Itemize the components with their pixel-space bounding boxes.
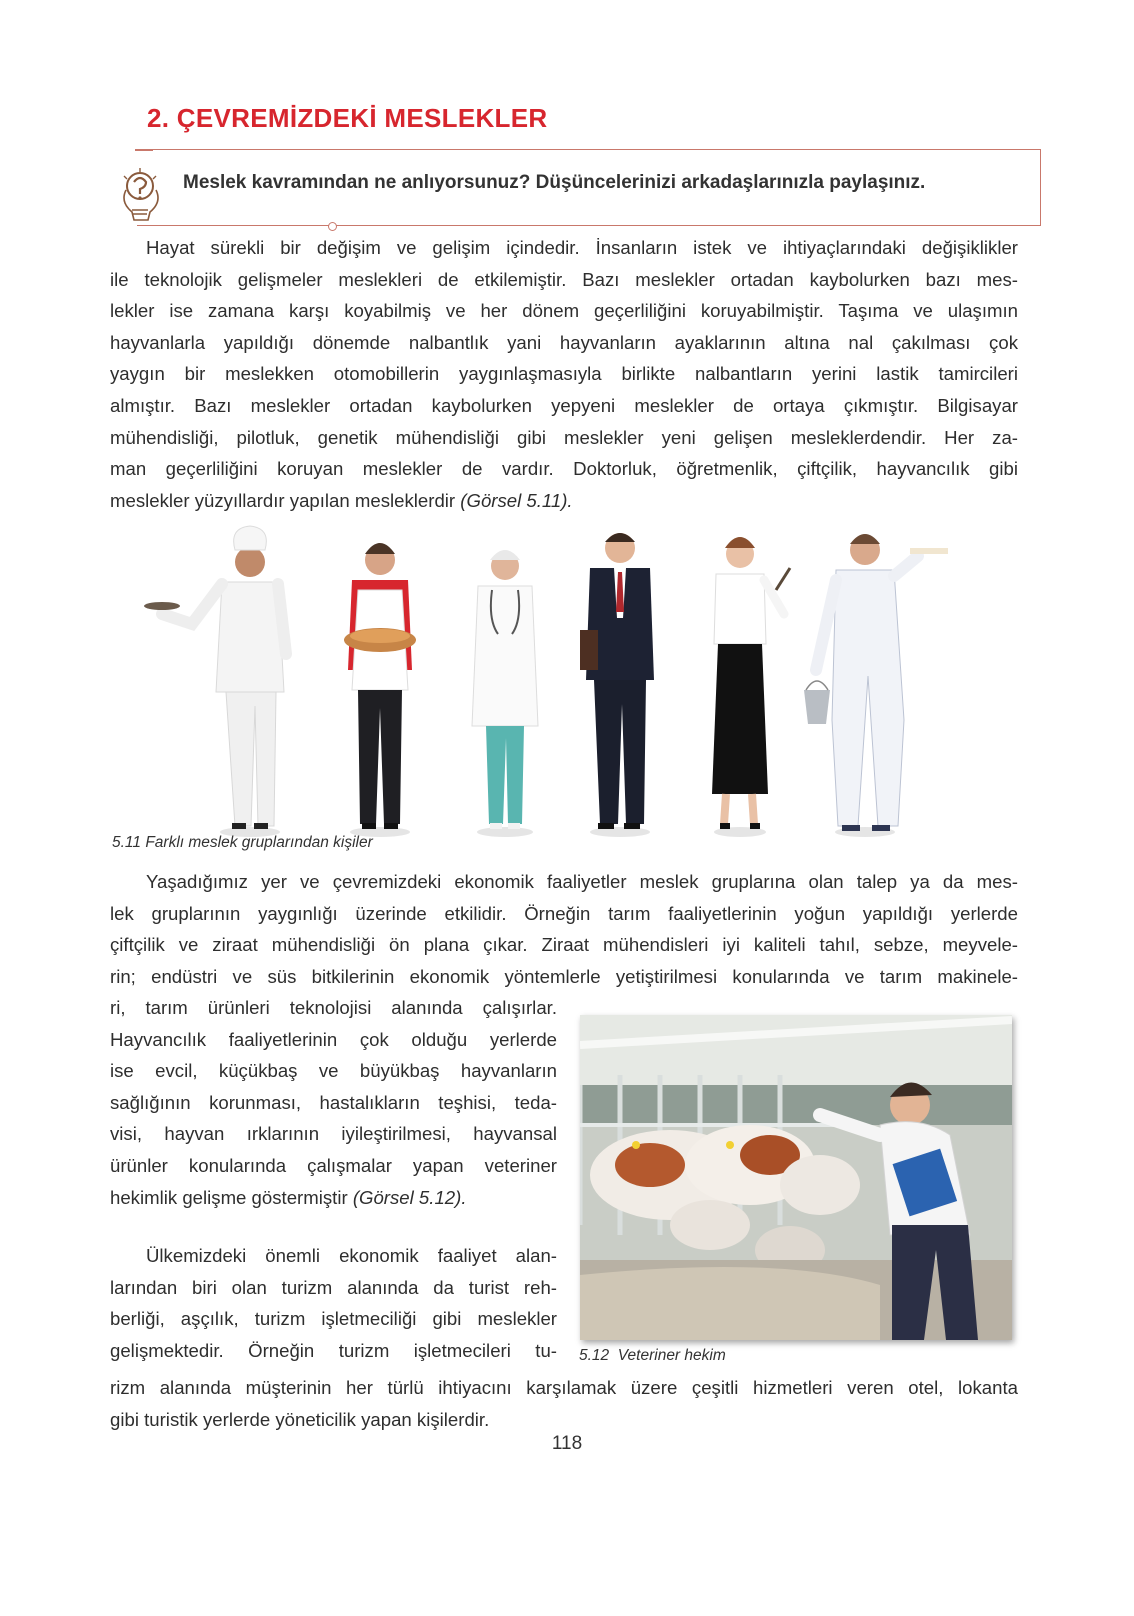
figure-2-caption: 5.12 Veteriner hekim [579, 1347, 726, 1364]
page-number: 118 [551, 1433, 583, 1454]
paragraph-2 [110, 866, 1018, 992]
teacher-figure [712, 537, 790, 837]
box-ornament-dot [328, 222, 337, 231]
text-fragment: meslekler yüzyıllardır yapılan mesleklerdir [110, 489, 461, 511]
text-line: lek gruplarının yaygınlığı üzerinde etkilidir. Örneğin tarım faaliyetlerinin yoğun yapıldığı yerlerde [110, 902, 1018, 924]
text-line [110, 485, 1018, 517]
question-text: Meslek kavramından ne anlıyorsunuz? Düşüncelerinizi arkadaşlarınızla paylaşınız. [183, 172, 926, 193]
text-line: ise evcil, küçükbaş ve büyükbaş hayvanların [110, 1060, 557, 1082]
text-line: ri, tarım ürünleri teknolojisi alanında çalışırlar. [110, 997, 557, 1018]
text-line: çiftçilik ve ziraat mühendisliği ön plana çıkar. Ziraat mühendisleri iyi kaliteli tahıl, sebze, meyvele- [110, 934, 1018, 956]
text-line: rizm alanında müşterinin her türlü ihtiyacını karşılamak üzere çeşitli hizmetleri veren otel, lokanta [110, 1377, 1018, 1398]
text-line: rin; endüstri ve süs bitkilerinin ekonomik yöntemlerle yetiştirilmesi konularında ve tarım makinele- [110, 965, 1018, 987]
section-title: 2. ÇEVREMİZDEKİ MESLEKLER [147, 103, 548, 133]
paragraph-2-narrow [110, 992, 557, 1213]
text-fragment: hekimlik gelişme göstermiştir [110, 1186, 353, 1208]
text-line: Hayvancılık faaliyetlerinin çok olduğu yerlerde [110, 1028, 557, 1050]
figure-1-caption: 5.11 Farklı meslek gruplarından kişiler [112, 834, 373, 851]
box-corner-tick [135, 149, 153, 151]
businessman-figure [580, 533, 654, 837]
text-line: visi, hayvan ırklarının iyileştirilmesi, hayvansal [110, 1123, 557, 1145]
doctor-figure [472, 550, 538, 837]
text-line: Yaşadığımız yer ve çevremizdeki ekonomik faaliyetler meslek gruplarına olan talep ya da mes- [146, 871, 1018, 892]
text-line: almıştır. Bazı meslekler ortadan kaybolurken yepyeni meslekler de ortaya çıkmıştır. Bilgisayar [110, 394, 1018, 416]
text-line: larından biri olan turizm alanında da turist reh- [110, 1276, 557, 1298]
figure-reference: (Görsel 5.12). [352, 1186, 467, 1208]
chef-figure [144, 526, 286, 837]
text-line: gibi turistik yerlerde yöneticilik yapan kişilerdir. [110, 1408, 490, 1430]
text-line: man geçerliliğini koruyan meslekler de vardır. Doktorluk, öğretmenlik, çiftçilik, hayvancılık gibi [110, 458, 1018, 480]
paragraph-3-narrow [110, 1240, 557, 1366]
question-head-icon [110, 166, 170, 224]
text-line [110, 1182, 557, 1214]
baker-figure [344, 543, 416, 837]
text-line: gelişmektedir. Örneğin turizm işletmecileri tu- [110, 1339, 557, 1361]
professionals-photo [140, 520, 970, 840]
text-line: Hayat sürekli bir değişim ve gelişim içindedir. İnsanların istek ve ihtiyaçlarındaki değişiklikler [146, 237, 1018, 258]
veterinarian-photo [580, 1015, 1012, 1340]
text-line: berliği, aşçılık, turizm işletmeciliği gibi meslekler [110, 1308, 557, 1330]
text-line: ile teknolojik gelişmeler meslekleri de etkilemiştir. Bazı meslekler ortadan kaybolurken bazı mes- [110, 268, 1018, 290]
figure-reference: (Görsel 5.11). [460, 489, 573, 511]
text-line: ürünler konularında çalışmalar yapan veteriner [110, 1154, 557, 1176]
paragraph-3-wide [110, 1372, 1018, 1435]
paragraph-1 [110, 232, 1018, 516]
text-line: hayvanlarla yapıldığı dönemde nalbantlık yani hayvanların ayaklarının altına nal çakılması çok [110, 331, 1018, 353]
text-line: Ülkemizdeki önemli ekonomik faaliyet alan- [146, 1245, 557, 1266]
text-line: yaygın bir meslekken otomobillerin yaygınlaşmasıyla birlikte nalbantların yerini lastik tamircileri [110, 363, 1018, 385]
text-line: lekler ise zamana karşı koyabilmiş ve her dönem geçerliliğini koruyabilmiştir. Taşıma ve ulaşımın [110, 300, 1018, 322]
text-line: sağlığının korunması, hastalıkların teşhisi, teda- [110, 1091, 557, 1113]
text-line: mühendisliği, pilotluk, genetik mühendisliği gibi meslekler yeni gelişen mesleklerdendir. Her za- [110, 426, 1018, 448]
painter-figure [804, 534, 948, 837]
